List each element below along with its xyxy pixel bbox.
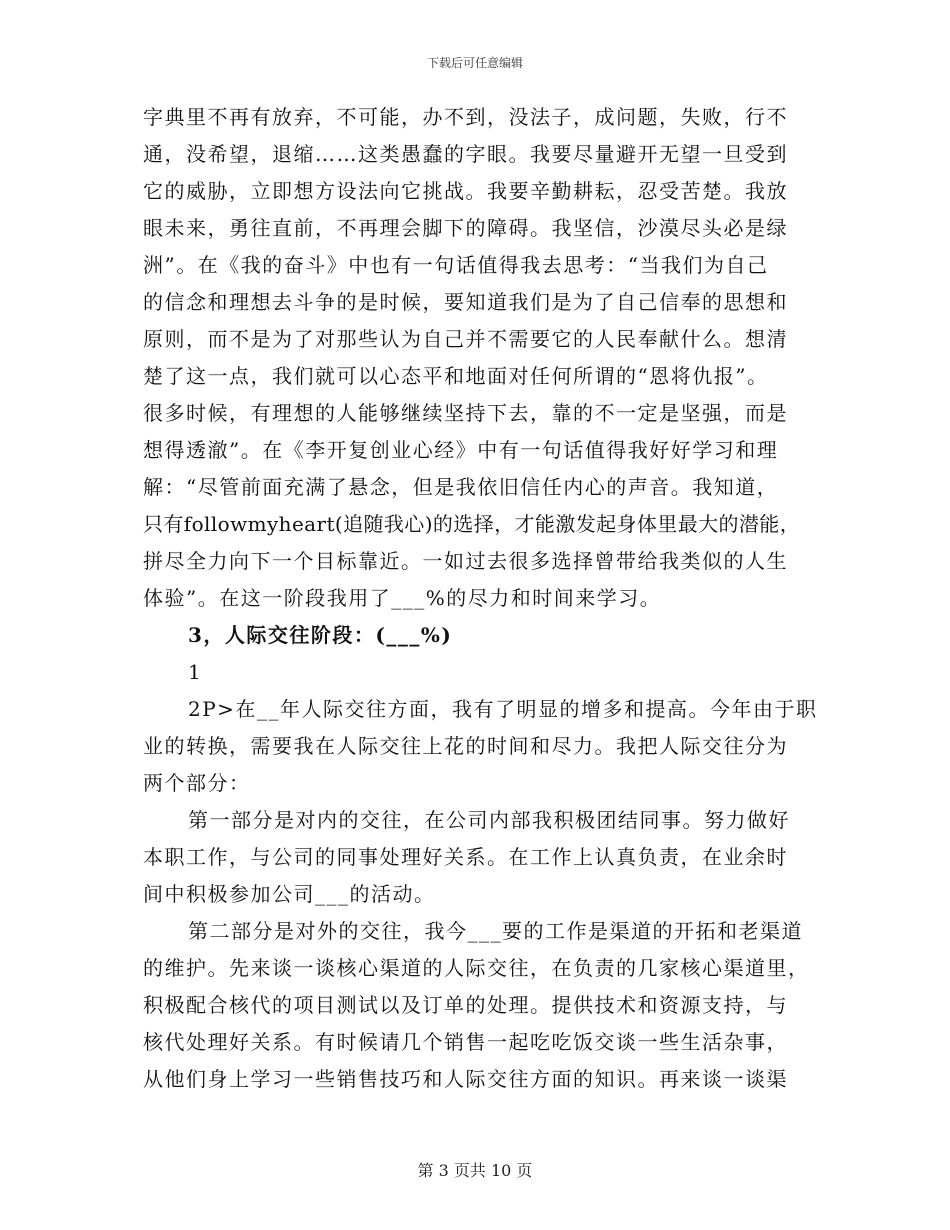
text-line: 从他们身上学习一些销售技巧和人际交往方面的知识。再来谈一谈渠	[143, 1067, 788, 1091]
text-line: 第一部分是对内的交往，在公司内部我积极团结同事。努力做好	[188, 808, 790, 832]
page-footer: 第 3 页共 10 页	[417, 1161, 533, 1180]
text-line: 解：“尽管前面充满了悬念，但是我依旧信任内心的声音。我知道，	[143, 475, 779, 499]
text-line: 原则，而不是为了对那些认为自己并不需要它的人民奉献什么。想清	[143, 327, 788, 351]
text-line: 通，没希望，退缩……这类愚蠢的字眼。我要尽量避开无望一旦受到	[143, 142, 788, 166]
text-line: 积极配合核代的项目测试以及订单的处理。提供技术和资源支持，与	[143, 993, 788, 1017]
text-line: 第二部分是对外的交往，我今___要的工作是渠道的开拓和老渠道	[188, 919, 803, 943]
text-line: 只有followmyheart(追随我心)的选择，才能激发起身体里最大的潜能，	[143, 512, 801, 536]
text-line: 本职工作，与公司的同事处理好关系。在工作上认真负责，在业余时	[143, 845, 788, 869]
text-line: 间中积极参加公司___的活动。	[143, 882, 436, 906]
text-line: 想得透澈”。在《李开复创业心经》中有一句话值得我好好学习和理	[143, 438, 779, 462]
text-line: 拼尽全力向下一个目标靠近。一如过去很多选择曾带给我类似的人生	[143, 549, 788, 573]
text-line: 2P>在__年人际交往方面，我有了明显的增多和提高。今年由于职	[188, 697, 818, 721]
text-line: 眼未来，勇往直前，不再理会脚下的障碍。我坚信，沙漠尽头必是绿	[143, 216, 788, 240]
section-heading: 3，人际交往阶段：(___%)	[188, 623, 453, 647]
text-line: 的维护。先来谈一谈核心渠道的人际交往，在负责的几家核心渠道里，	[143, 956, 810, 980]
text-line: 字典里不再有放弃，不可能，办不到，没法子，成问题，失败，行不	[143, 105, 788, 129]
text-line: 它的威胁，立即想方设法向它挑战。我要辛勤耕耘，忍受苦楚。我放	[143, 179, 788, 203]
text-line: 核代处理好关系。有时候请几个销售一起吃吃饭交谈一些生活杂事，	[143, 1030, 788, 1054]
text-line: 两个部分：	[143, 771, 251, 795]
text-line: 业的转换，需要我在人际交往上花的时间和尽力。我把人际交往分为	[143, 734, 788, 758]
text-line: 很多时候，有理想的人能够继续坚持下去，靠的不一定是坚强，而是	[143, 401, 788, 425]
text-line: 的信念和理想去斗争的是时候，要知道我们是为了自己信奉的思想和	[143, 290, 788, 314]
text-line: 洲”。在《我的奋斗》中也有一句话值得我去思考：“当我们为自己	[143, 253, 769, 277]
document-body	[143, 106, 823, 1105]
text-line: 楚了这一点，我们就可以心态平和地面对任何所谓的“恩将仇报”。	[143, 364, 769, 388]
text-line: 体验”。在这一阶段我用了___%的尽力和时间来学习。	[143, 586, 662, 610]
text-line: 1	[188, 660, 203, 684]
page-header: 下载后可任意编辑	[426, 56, 523, 70]
